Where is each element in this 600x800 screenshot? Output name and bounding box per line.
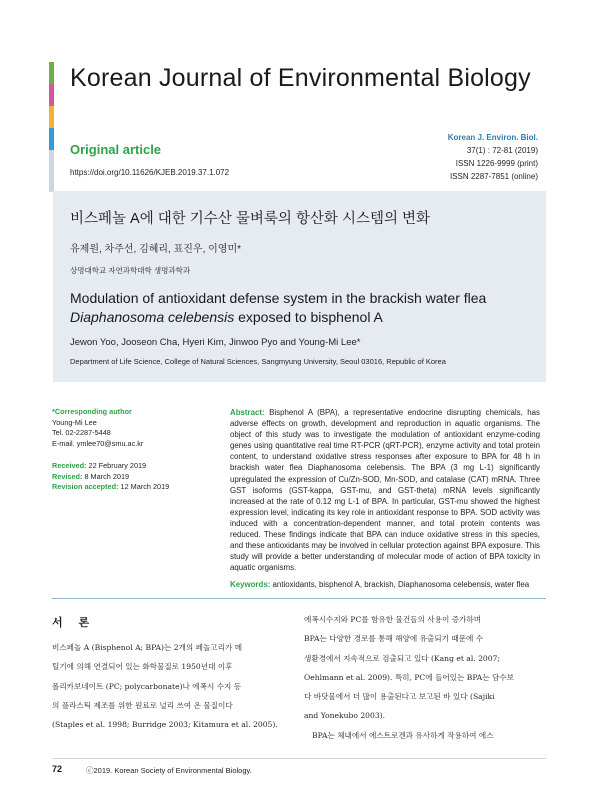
doi-link[interactable]: https://doi.org/10.11626/KJEB.2019.37.1.072 xyxy=(70,168,230,177)
accent-bar-gray xyxy=(49,150,54,192)
body-line: 폴리카보네이트 (PC; polycarbonate)나 에폭시 수지 등 xyxy=(52,681,242,691)
body-line: (Staples et al. 1998; Burridge 2003; Kitamura et al. 2005). xyxy=(52,720,278,730)
accent-bar-green xyxy=(49,62,54,84)
body-line: Oehlmann et al. 2009). 특히, PC에 들어있는 BPA는 담수보 xyxy=(304,672,514,682)
citation-block xyxy=(448,131,538,183)
issn-print: ISSN 1226-9999 (print) xyxy=(455,159,538,168)
korean-affiliation: 상명대학교 자연과학대학 생명과학과 xyxy=(70,266,191,275)
english-title xyxy=(70,289,540,327)
keywords-label: Keywords: xyxy=(230,580,271,589)
corresponding-email[interactable]: E-mail. ymlee70@smu.ac.kr xyxy=(52,438,144,448)
dates-block xyxy=(52,461,169,493)
revised-date: 8 March 2019 xyxy=(82,471,130,481)
issn-online: ISSN 2287-7851 (online) xyxy=(449,172,538,181)
english-title-line1: Modulation of antioxidant defense system in the brackish water flea xyxy=(70,290,487,306)
journal-title: Korean Journal of Environmental Biology xyxy=(70,64,531,92)
section-heading: 서 론 xyxy=(52,616,96,629)
section-divider xyxy=(52,598,546,599)
abstract-label: Abstract: xyxy=(230,408,265,417)
body-line: 의 플라스틱 제조를 위한 원료로 널리 쓰여 온 물질이다 xyxy=(52,700,233,710)
body-line: BPA는 다양한 경로를 통해 해양에 유출되기 때문에 수 xyxy=(304,634,484,644)
keywords-text: antioxidants, bisphenol A, brackish, Diaphanosoma celebensis, water flea xyxy=(270,580,530,589)
article-type-label: Original article xyxy=(70,142,162,157)
received-date: 22 February 2019 xyxy=(86,461,147,470)
english-title-species: Diaphanosoma celebensis xyxy=(70,309,235,325)
abstract xyxy=(230,407,540,573)
body-line: BPA는 체내에서 에스트로겐과 유사하게 작용하여 에스 xyxy=(312,730,494,740)
english-affiliation: Department of Life Science, College of Natural Sciences, Sangmyung University, Seoul 03016, Republic of Korea xyxy=(70,357,446,366)
corresponding-block xyxy=(52,407,143,449)
english-title-rest: exposed to bisphenol A xyxy=(234,309,383,325)
korean-authors: 유제원, 차주선, 김혜리, 표진우, 이영미* xyxy=(70,244,242,255)
footer-divider xyxy=(52,758,546,759)
body-line: 다 바닷물에서 더 많이 용출된다고 보고된 바 있다 (Sajiki xyxy=(304,692,495,702)
journal-abbrev: Korean J. Environ. Biol. xyxy=(447,133,538,142)
body-line: and Yonekubo 2003). xyxy=(304,711,386,721)
received-label: Received: xyxy=(52,461,87,470)
body-line: 에폭시수지와 PC를 함유한 물건들의 사용이 증가하며 xyxy=(304,615,482,624)
keywords xyxy=(230,580,529,589)
accepted-label: Revision accepted: xyxy=(52,482,119,491)
body-column-right xyxy=(304,610,546,745)
copyright-notice: ⓒ2019. Korean Society of Environmental Biology. xyxy=(86,766,252,775)
corresponding-name: Young-Mi Lee xyxy=(52,417,97,427)
volume-pages: 37(1) : 72-81 (2019) xyxy=(466,146,538,155)
revised-label: Revised: xyxy=(52,471,83,481)
body-line: 틸기에 의해 연결되어 있는 화학물질로 1950년대 이후 xyxy=(52,662,233,672)
page-number: 72 xyxy=(52,764,63,774)
accent-bar-yellow xyxy=(49,106,54,128)
corresponding-label: *Corresponding author xyxy=(52,407,132,416)
english-authors: Jewon Yoo, Jooseon Cha, Hyeri Kim, Jinwoo Pyo and Young-Mi Lee* xyxy=(70,337,361,348)
body-line: 비스페놀 A (Bisphenol A; BPA)는 2개의 페놀고리가 메 xyxy=(52,643,243,652)
body-line: 생환경에서 지속적으로 검출되고 있다 (Kang et al. 2007; xyxy=(304,653,500,663)
abstract-text: Bisphenol A (BPA), a representative endocrine disrupting chemicals, has adverse effects on growth, development and reproduction in aquatic organisms. The object of this study was to investigate the modulation of antioxidant enzyme-coding genes using quantitative real time RT-PCR (qRT-PCR), enzyme activity and total protein content, to understand oxidative stress responses after exposure to BPA for 48 h in brackish water flea Diaphanosoma celebensis. The BPA (3 mg L-1) significantly upregulated the expression of Cu/Zn-SOD, Mn-SOD, and catalase (CAT) mRNA. Three GST isoforms (GST-kappa, GST-mu, and GST-theta) mRNA levels significantly increased at the rate of 0.12 mg L-1 of BPA. In particular, GST-mu showed the highest expression level, indicating its key role in antioxidant response to BPA. SOD activity was induced with a concentration-dependent manner, and total protein contents was reduced. These findings indicate that BPA can induce oxidative stress in this species, and these antioxidants may be involved in cellular protection against BPA exposure. This study will provide a better understanding of molecular mode of action of BPA toxicity in aquatic organisms. xyxy=(230,408,540,573)
body-column-left xyxy=(52,638,286,734)
accent-bar-blue xyxy=(49,128,54,150)
corresponding-tel: Tel. 02-2287-5448 xyxy=(52,428,111,437)
accepted-date: 12 March 2019 xyxy=(118,482,170,491)
korean-title: 비스페놀 A에 대한 기수산 물벼룩의 항산화 시스템의 변화 xyxy=(70,211,431,227)
accent-bar-pink xyxy=(49,84,54,106)
